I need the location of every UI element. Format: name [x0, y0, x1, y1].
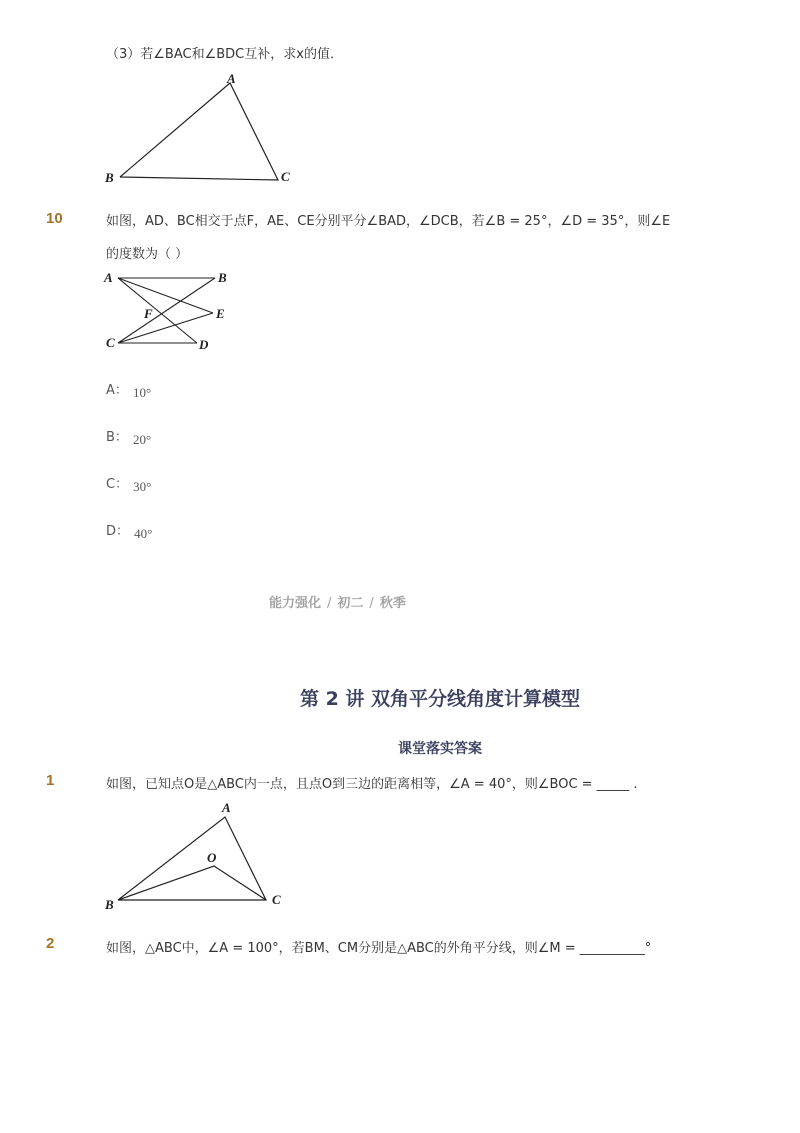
footer-separator-2: / — [369, 596, 374, 611]
q10-label-d: D — [199, 337, 209, 352]
q1-label-o: O — [207, 850, 217, 865]
q9-label-a: A — [227, 71, 236, 86]
q10-question-line2: 的度数为（ ） — [106, 247, 189, 262]
q9-triangle-figure — [100, 70, 300, 190]
q10-option-d-letter: D： — [106, 524, 130, 539]
q10-option-a-letter: A： — [106, 383, 128, 398]
q10-option-c[interactable] — [106, 473, 151, 492]
q10-option-c-letter: C： — [106, 477, 129, 492]
q10-option-b[interactable] — [106, 426, 151, 445]
q10-option-d[interactable] — [106, 520, 152, 539]
footer-season: 秋季 — [379, 596, 406, 611]
q9-label-c: C — [281, 169, 290, 184]
footer-course: 能力强化 — [269, 596, 322, 611]
q1-figure — [100, 800, 300, 915]
lecture-subtitle: 课堂落实答案 — [398, 741, 482, 757]
q2-number: 2 — [46, 935, 55, 952]
footer-grade: 初二 — [337, 596, 364, 611]
q10-option-d-value: 40° — [134, 526, 153, 541]
q10-option-c-value: 30° — [133, 479, 152, 494]
q10-option-b-value: 20° — [133, 432, 152, 447]
q10-label-b: B — [218, 270, 227, 285]
q10-option-a-value: 10° — [133, 385, 152, 400]
q10-label-c: C — [106, 335, 115, 350]
q1-number: 1 — [46, 772, 55, 789]
q10-figure — [100, 268, 240, 358]
q2-question-text: 如图，△ABC中，∠A = 100°，若BM、CM分别是△ABC的外角平分线，则∠M = __________° — [106, 941, 652, 956]
q10-number: 10 — [46, 210, 63, 227]
q1-label-c: C — [272, 892, 281, 907]
q1-question-text: 如图，已知点O是△ABC内一点，且点O到三边的距离相等，∠A = 40°，则∠BOC = _____ . — [106, 777, 638, 792]
q10-option-a[interactable] — [106, 379, 151, 398]
q10-label-e: E — [216, 306, 225, 321]
q1-label-a: A — [222, 800, 231, 815]
footer-separator-1: / — [327, 596, 332, 611]
q10-option-b-letter: B： — [106, 430, 128, 445]
q10-label-f: F — [144, 306, 153, 321]
q10-question-line1: 如图，AD、BC相交于点F，AE、CE分别平分∠BAD，∠DCB，若∠B = 25°，∠D = 35°，则∠E — [106, 214, 671, 229]
q9-part3-text: （3）若∠BAC和∠BDC互补，求x的值． — [106, 47, 343, 62]
q10-label-a: A — [104, 270, 113, 285]
q9-label-b: B — [105, 170, 114, 185]
page-footer — [269, 592, 406, 611]
q1-label-b: B — [105, 897, 114, 912]
lecture-title: 第 2 讲 双角平分线角度计算模型 — [299, 688, 581, 710]
